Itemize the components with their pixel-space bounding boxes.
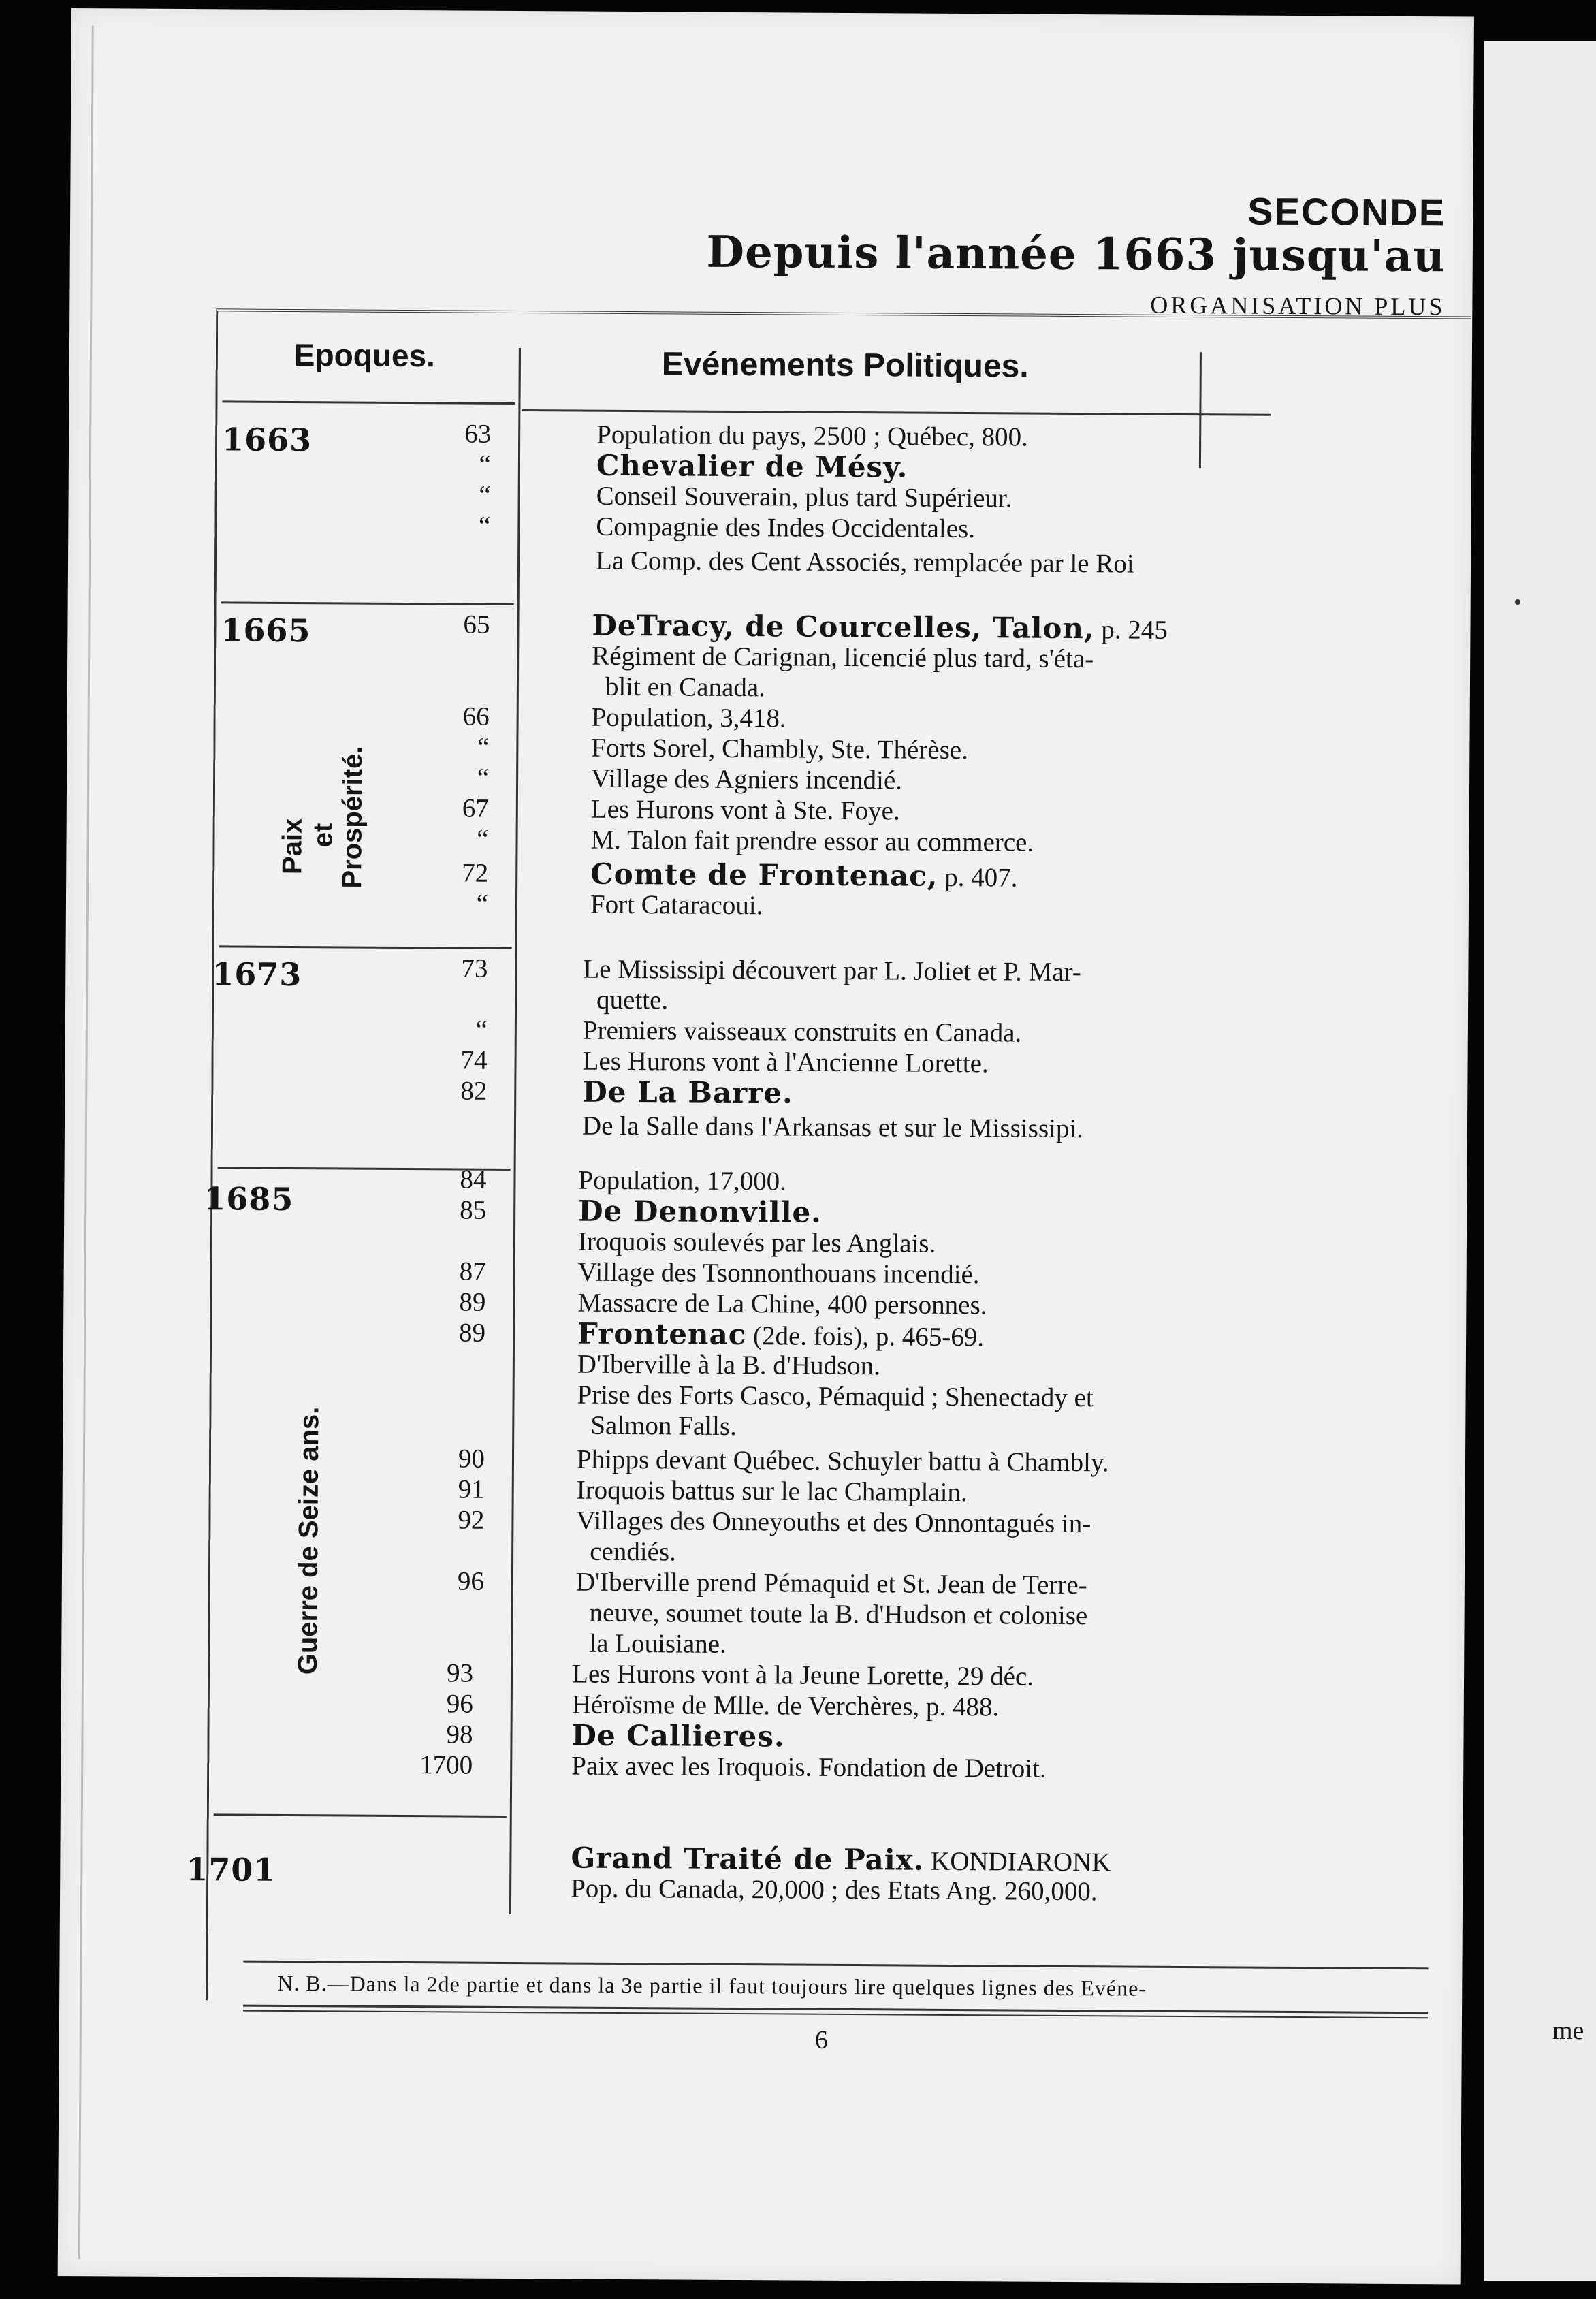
facing-page-text: me — [1552, 2016, 1584, 2045]
entry-suffix: p. 245 — [1094, 615, 1168, 645]
year-label: 1685 — [204, 1180, 294, 1218]
entry-event: De la Salle dans l'Arkansas et sur le Mississipi. — [581, 1111, 1084, 1144]
period-label-guerre — [293, 1407, 325, 1675]
period-label-et — [308, 823, 338, 848]
header-divider — [518, 348, 521, 409]
entry-event: Population, 3,418. — [591, 702, 786, 733]
entry-event: Villages des Onneyouths et des Onnontagués in- — [576, 1506, 1091, 1539]
entry-year-suffix: 93 — [446, 1658, 474, 1688]
entry-year-suffix: 89 — [458, 1318, 486, 1348]
entry-year-suffix: “ — [477, 732, 490, 762]
entry-event: Premiers vaisseaux construits en Canada. — [582, 1015, 1022, 1048]
period-label-prosperite — [337, 746, 368, 888]
entry-bold-event: De Callieres. — [571, 1718, 785, 1754]
entry-event: Les Hurons vont à Ste. Foye. — [590, 794, 900, 826]
entry-year-suffix: “ — [479, 449, 492, 479]
entry-event: cendiés. — [590, 1536, 677, 1567]
page-number: 6 — [814, 2025, 828, 2055]
entry-year-suffix: 82 — [460, 1076, 488, 1106]
entry-year-suffix: 85 — [460, 1195, 487, 1225]
entry-bold-event: DeTracy, de Courcelles, Talon, p. 245 — [592, 608, 1168, 646]
entry-event: Village des Agniers incendié. — [590, 763, 903, 795]
entry-event: Iroquois soulevés par les Anglais. — [577, 1226, 936, 1258]
entry-event: Salmon Falls. — [590, 1410, 737, 1442]
entry-year-suffix: 1700 — [419, 1750, 473, 1780]
entry-year-suffix: 67 — [462, 793, 489, 823]
entry-year-suffix: 66 — [462, 701, 490, 731]
column-header-events: Evénements Politiques. — [661, 346, 1029, 385]
period-label-line: Prospérité. — [337, 746, 368, 889]
entry-bold-event: Frontenac (2de. fois), p. 465-69. — [577, 1316, 985, 1352]
entry-year-suffix: 74 — [460, 1045, 488, 1075]
entry-event: Forts Sorel, Chambly, Ste. Thérèse. — [591, 733, 969, 765]
entry-event: D'Iberville à la B. d'Hudson. — [577, 1349, 881, 1381]
entry-event: D'Iberville prend Pémaquid et St. Jean de Terre- — [575, 1567, 1087, 1600]
entry-year-suffix: 96 — [446, 1689, 473, 1719]
entry-bold-event: Grand Traité de Paix. KONDIARONK — [571, 1841, 1111, 1877]
entry-year-suffix: 84 — [460, 1164, 487, 1194]
entry-year-suffix: “ — [477, 824, 489, 854]
entry-suffix: KONDIARONK — [924, 1846, 1111, 1877]
entry-event: Les Hurons vont à la Jeune Lorette, 29 déc. — [571, 1659, 1034, 1692]
entry-event: neuve, soumet toute la B. d'Hudson et colonise — [589, 1598, 1088, 1631]
entry-year-suffix: 90 — [458, 1444, 485, 1474]
period-label-line: Guerre de Seize ans. — [293, 1406, 325, 1675]
entry-event: Héroïsme de Mlle. de Verchères, p. 488. — [571, 1690, 1000, 1722]
entry-event: Les Hurons vont à l'Ancienne Lorette. — [582, 1046, 989, 1079]
entry-year-suffix: 96 — [457, 1566, 485, 1596]
entry-event: Phipps devant Québec. Schuyler battu à Chambly. — [576, 1444, 1109, 1478]
entry-year-suffix: “ — [479, 480, 491, 510]
entry-year-suffix: 87 — [459, 1256, 486, 1286]
entry-event: Iroquois battus sur le lac Champlain. — [576, 1475, 968, 1508]
entry-year-suffix: “ — [476, 889, 489, 919]
entry-event: M. Talon fait prendre essor au commerce. — [590, 825, 1034, 857]
entry-event: Massacre de La Chine, 400 personnes. — [577, 1288, 987, 1320]
entry-event: Population du pays, 2500 ; Québec, 800. — [596, 419, 1028, 452]
entry-year-suffix: 63 — [464, 419, 492, 449]
entry-year-suffix: 65 — [463, 609, 490, 639]
entry-suffix: (2de. fois), p. 465-69. — [746, 1321, 985, 1352]
period-label-line: Paix — [277, 818, 308, 875]
year-label: 1701 — [186, 1851, 276, 1888]
column-header-epoques: Epoques. — [293, 337, 436, 374]
entry-bold-event: De La Barre. — [582, 1075, 793, 1110]
period-label-line: et — [308, 823, 338, 848]
header-organisation: ORGANISATION PLUS — [1150, 291, 1446, 321]
entry-event: Population, 17,000. — [578, 1165, 787, 1196]
entry-event: Fort Cataracoui. — [590, 889, 763, 921]
header-subtitle: Depuis l'année 1663 jusqu'au — [706, 226, 1446, 283]
entry-bold-event: Chevalier de Mésy. — [596, 448, 908, 484]
entry-suffix: p. 407. — [938, 862, 1018, 893]
period-label-paix — [277, 819, 308, 875]
year-label: 1663 — [221, 421, 313, 459]
entry-event: Le Mississipi découvert par L. Joliet et P. Mar- — [583, 954, 1081, 987]
facing-page-fragment — [1484, 41, 1596, 2281]
entry-year-suffix: “ — [478, 511, 491, 541]
entry-event: la Louisiane. — [589, 1628, 727, 1659]
entry-event: blit en Canada. — [605, 671, 766, 703]
header-title: SECONDE — [1247, 189, 1446, 234]
footnote: N. B.—Dans la 2de partie et dans la 3e partie il faut toujours lire quelques lignes des Evéne- — [277, 1970, 1147, 2001]
entry-event: Paix avec les Iroquois. Fondation de Detroit. — [571, 1751, 1047, 1783]
entry-event: La Comp. des Cent Associés, remplacée par le Roi — [595, 545, 1134, 579]
entry-year-suffix: 72 — [462, 858, 489, 888]
document-page — [58, 8, 1474, 2285]
entry-year-suffix: “ — [475, 1015, 488, 1045]
entry-event: quette. — [596, 985, 669, 1015]
entry-event: Village des Tsonnonthouans incendié. — [577, 1257, 980, 1290]
entry-event: Conseil Souverain, plus tard Supérieur. — [596, 481, 1012, 513]
entry-year-suffix: 91 — [458, 1474, 485, 1504]
entry-year-suffix: 92 — [458, 1505, 485, 1535]
entry-event: Régiment de Carignan, licencié plus tard, s'éta- — [592, 641, 1094, 674]
entry-year-suffix: 89 — [459, 1287, 486, 1317]
year-label: 1673 — [212, 955, 302, 994]
entry-event: Compagnie des Indes Occidentales. — [596, 511, 976, 544]
entry-year-suffix: “ — [477, 763, 490, 793]
entry-year-suffix: 98 — [446, 1719, 473, 1749]
entry-event: Pop. du Canada, 20,000 ; des Etats Ang. 260,000. — [571, 1873, 1098, 1907]
year-label: 1665 — [221, 612, 311, 650]
entry-year-suffix: 73 — [461, 953, 488, 983]
entry-event: Prise des Forts Casco, Pémaquid ; Shenectady et — [577, 1380, 1094, 1413]
entry-bold-event: Comte de Frontenac, p. 407. — [590, 857, 1018, 893]
page-mark — [1515, 599, 1520, 605]
entry-bold-event: De Denonville. — [578, 1194, 822, 1229]
page-edge-line — [78, 25, 102, 2259]
